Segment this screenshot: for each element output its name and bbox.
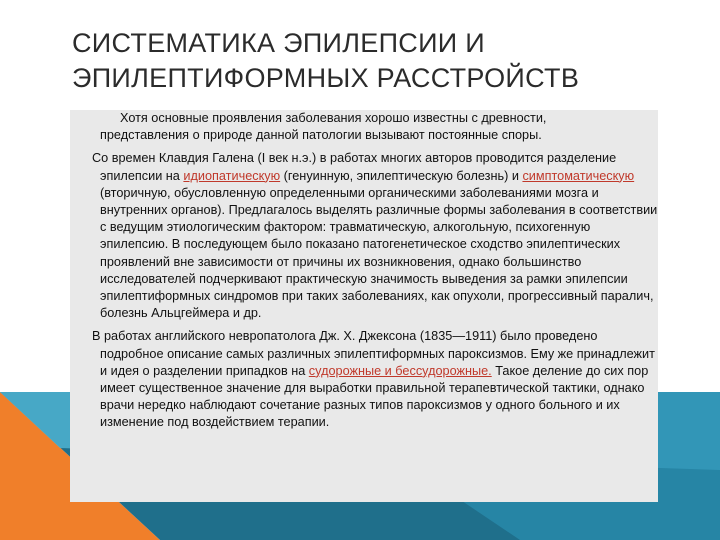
paragraph-1-line-1: Хотя основные проявления заболевания хорошо известны с древности,	[120, 111, 547, 125]
paragraph-1	[70, 110, 660, 144]
paragraph-2-rest: (вторичную, обусловленную определенными органическими заболеваниями мозга и внутренних органов). Предлагалось выделять различные формы заболевания в соответствии с ведущим этиологическим фактором: травматическую, алкогольную, психогенную эпилепсию. В последующем было показано патогенетическое сходство эпилептических проявлений вне зависимости от причины их возникновения, однако большинство исследователей подчеркивают практическую значимость выведения за рамки эпилепсии эпилептиформных синдромов при таких заболеваниях, как опухоли, прогрессивный паралич, болезнь Альцгеймера и др.	[100, 185, 658, 321]
paragraph-3	[70, 328, 660, 431]
slide-body	[70, 110, 660, 432]
paragraph-2-mid: (генуинную, эпилептическую болезнь) и	[280, 168, 523, 183]
paragraph-1-line-2: представления о природе данной патологии вызывают постоянные споры.	[100, 128, 542, 143]
title-line-2: ЭПИЛЕПТИФОРМНЫХ РАССТРОЙСТВ	[72, 63, 580, 93]
slide-title	[72, 26, 672, 96]
paragraph-2-intro: Со времен Клавдия Галена (I век н.э.) в работах многих авторов проводится разделение эпилепсии на	[92, 151, 617, 183]
paragraph-3-intro: В работах английского невропатолога Дж. Х. Джексона (1835—1911) было проведено подробное описание самых различных эпилептиформных пароксизмов. Ему же принадлежит и идея о разделении припадков на	[92, 329, 655, 378]
title-line-1: СИСТЕМАТИКА ЭПИЛЕПСИИ И	[72, 28, 486, 58]
term-convulsive: судорожные и бессудорожные.	[308, 363, 492, 378]
paragraph-3-rest: Такое деление до сих пор имеет существенное значение для выработки правильной терапевтической тактики, однако врачи нередко наблюдают сочетание разных типов пароксизмов у одного больного и их изменение под воздействием терапии.	[100, 363, 649, 430]
paragraph-2	[70, 150, 660, 322]
term-symptomatic: симптоматическую	[522, 168, 635, 183]
term-idiopathic: идиопатическую	[183, 168, 281, 183]
